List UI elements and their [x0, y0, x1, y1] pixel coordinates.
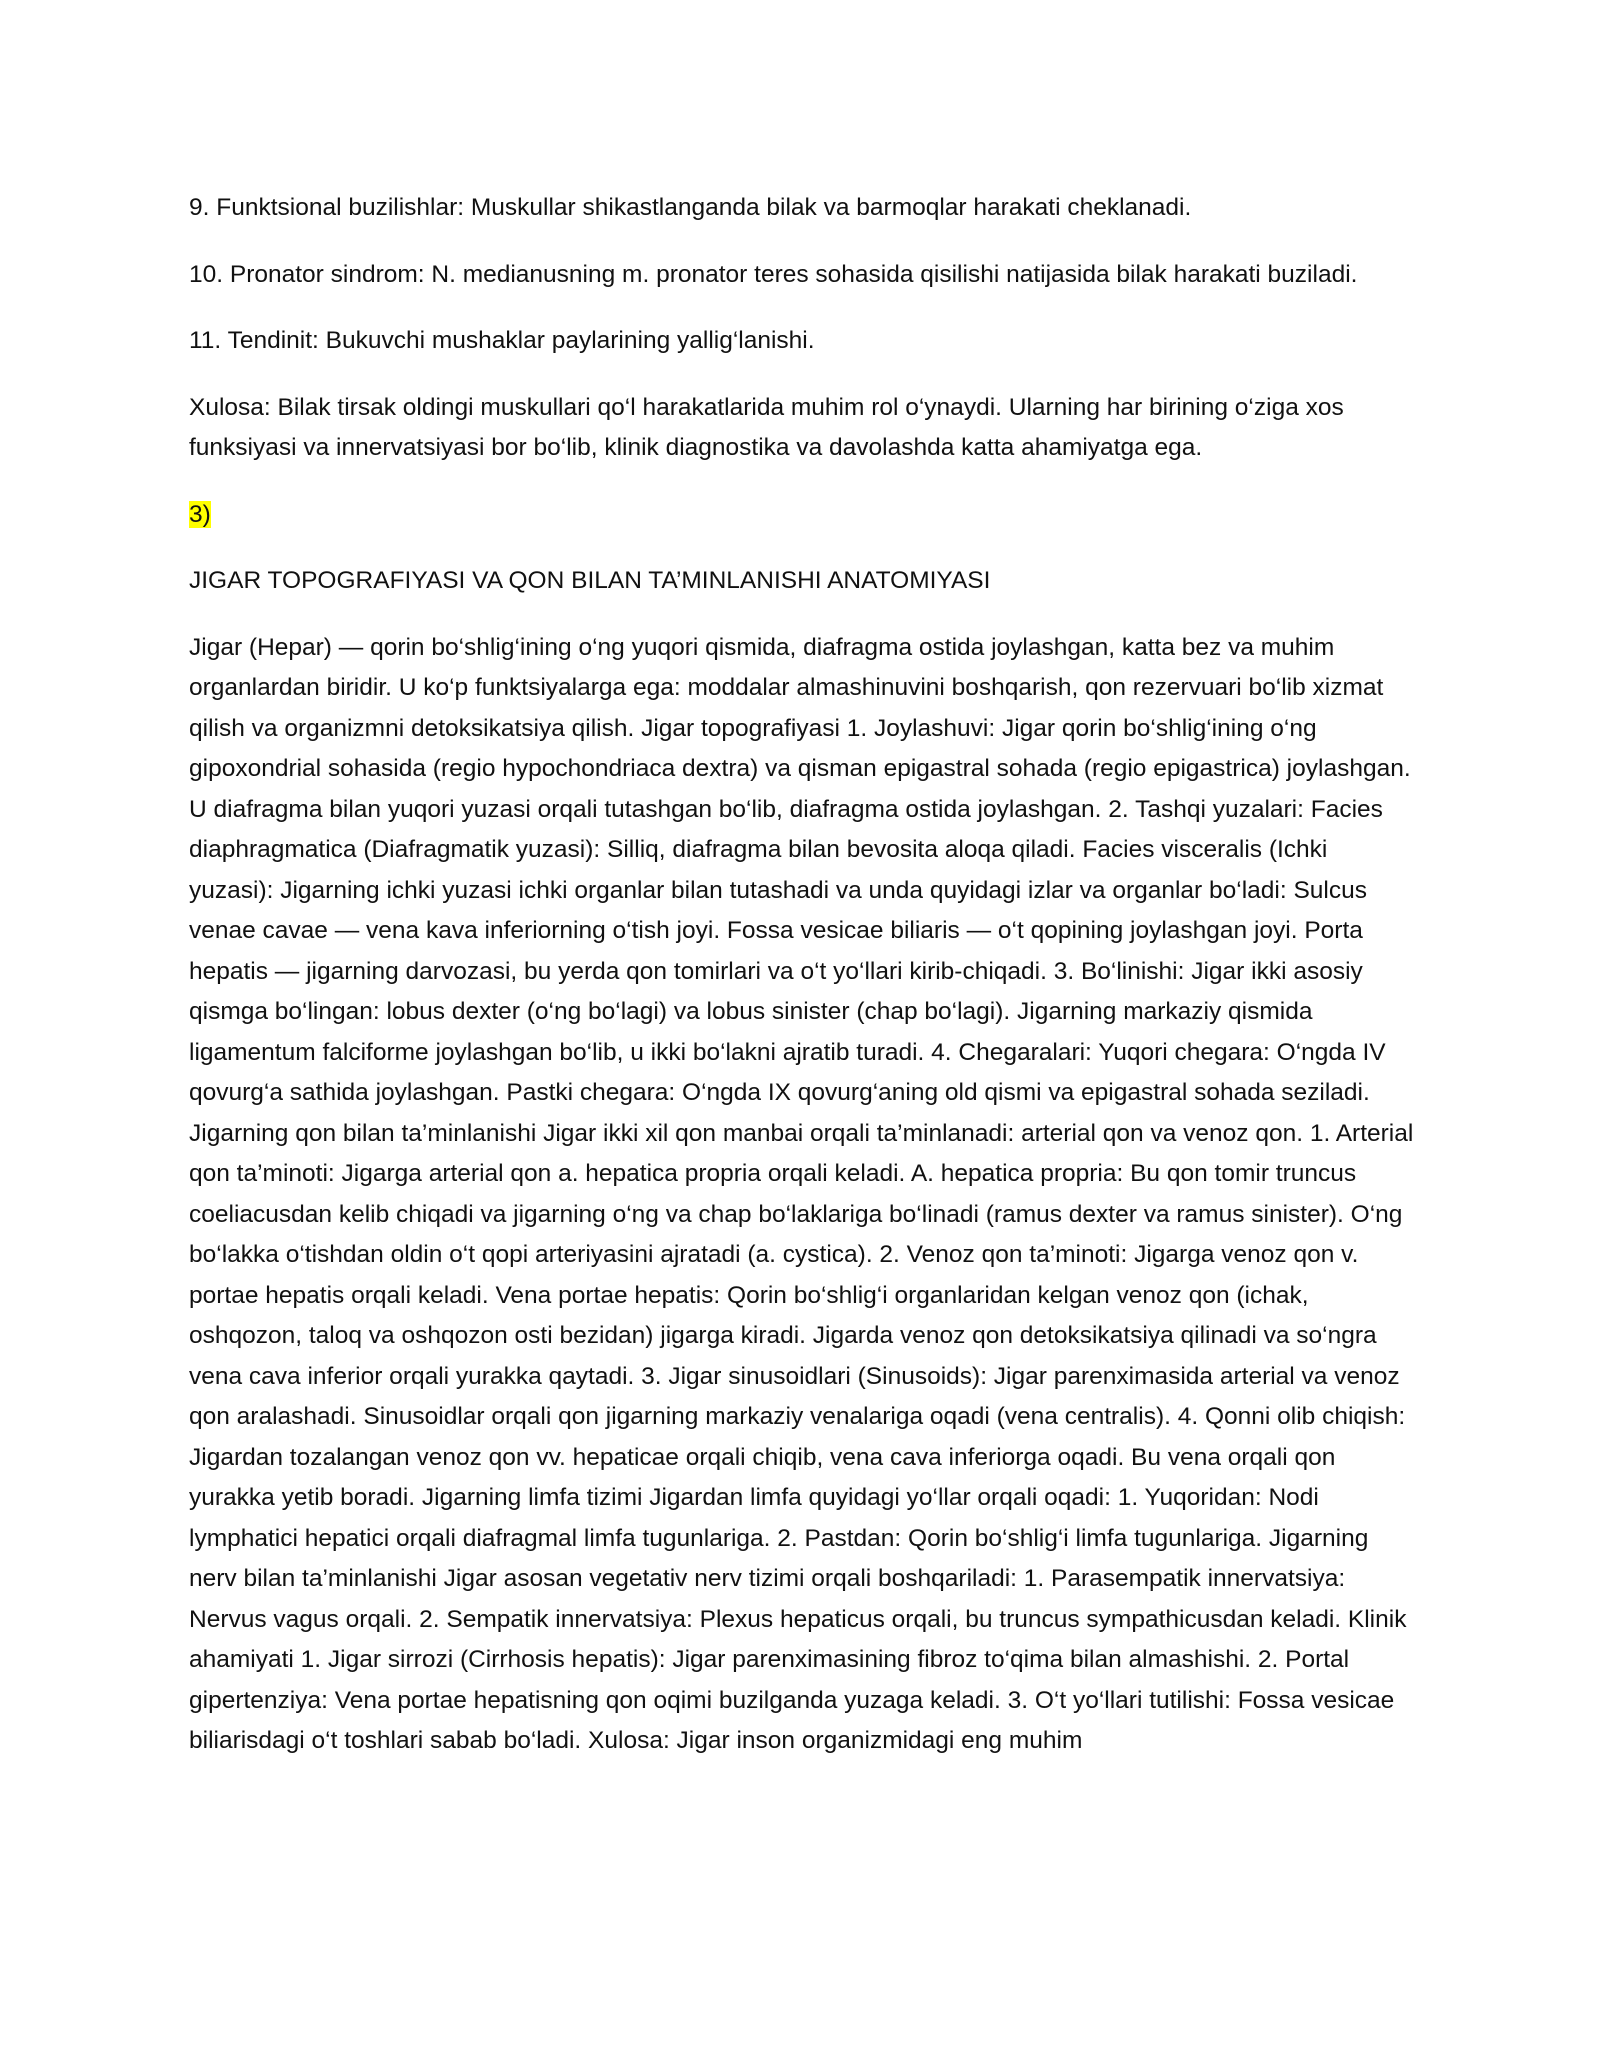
section-title: JIGAR TOPOGRAFIYASI VA QON BILAN TA’MINLANISHI ANATOMIYASI — [189, 567, 991, 594]
section-marker: 3) — [189, 500, 211, 528]
conclusion-paragraph: Xulosa: Bilak tirsak oldingi muskullari qo‘l harakatlarida muhim rol o‘ynaydi. Ularning har birining o‘ziga xos funksiyasi va innervatsiyasi bor bo‘lib, klinik diagnostika va davolashda katta ahamiyatga ega. — [189, 393, 1344, 461]
list-item-tendinitis: 11. Tendinit: Bukuvchi mushaklar paylarining yallig‘lanishi. — [189, 327, 815, 354]
list-item-functional-disorders: 9. Funktsional buzilishlar: Muskullar shikastlanganda bilak va barmoqlar harakati cheklanadi. — [189, 194, 1192, 221]
body-paragraph: Jigar (Hepar) — qorin bo‘shlig‘ining o‘ng yuqori qismida, diafragma ostida joylashgan, katta bez va muhim organlardan biridir. U ko‘p funktsiyalarga ega: moddalar almashinuvini boshqarish, qon rezervuari bo‘lib xizmat qilish va organizmni detoksikatsiya qilish. Jigar topografiyasi 1. Joylashuvi: Jigar qorin bo‘shlig‘ining o‘ng gipoxondrial sohasida (regio hypochondriaca dextra) va qisman epigastral sohada (regio epigastrica) joylashgan. U diafragma bilan yuqori yuzasi orqali tutashgan bo‘lib, diafragma ostida joylashgan. 2. Tashqi yuzalari: Facies diaphragmatica (Diafragmatik yuzasi): Silliq, diafragma bilan bevosita aloqa qiladi. Facies visceralis (Ichki yuzasi): Jigarning ichki yuzasi ichki organlar bilan tutashadi va unda quyidagi izlar va organlar bo‘ladi: Sulcus venae cavae — vena kava inferiorning o‘tish joyi. Fossa vesicae biliaris — o‘t qopining joylashgan joyi. Porta hepatis — jigarning darvozasi, bu yerda qon tomirlari va o‘t yo‘llari kirib-chiqadi. 3. Bo‘linishi: Jigar ikki asosiy qismga bo‘lingan: lobus dexter (o‘ng bo‘lagi) va lobus sinister (chap bo‘lagi). Jigarning markaziy qismida ligamentum falciforme joylashgan bo‘lib, u ikki bo‘lakni ajratib turadi. 4. Chegaralari: Yuqori chegara: O‘ngda IV qovurg‘a sathida joylashgan. Pastki chegara: O‘ngda IX qovurg‘aning old qismi va epigastral sohada seziladi. Jigarning qon bilan ta’minlanishi Jigar ikki xil qon manbai orqali ta’minlanadi: arterial qon va venoz qon. 1. Arterial qon ta’minoti: Jigarga arterial qon a. hepatica propria orqali keladi. A. hepatica propria: Bu qon tomir truncus coeliacusdan kelib chiqadi va jigarning o‘ng va chap bo‘laklariga bo‘linadi (ramus dexter va ramus sinister). O‘ng bo‘lakka o‘tishdan oldin o‘t qopi arteriyasini ajratadi (a. cystica). 2. Venoz qon ta’minoti: Jigarga venoz qon v. portae hepatis orqali keladi. Vena portae hepatis: Qorin bo‘shlig‘i organlaridan kelgan venoz qon (ichak, oshqozon, taloq va oshqozon osti bezidan) jigarga kiradi. Jigarda venoz qon detoksikatsiya qilinadi va so‘ngra vena cava inferior orqali yurakka qaytadi. 3. Jigar sinusoidlari (Sinusoids): Jigar parenximasida arterial va venoz qon aralashadi. Sinusoidlar orqali qon jigarning markaziy venalariga oqadi (vena centralis). 4. Qonni olib chiqish: Jigardan tozalangan venoz qon vv. hepaticae orqali chiqib, vena cava inferiorga oqadi. Bu vena orqali qon yurakka yetib boradi. Jigarning limfa tizimi Jigardan limfa quyidagi yo‘llar orqali oqadi: 1. Yuqoridan: Nodi lymphatici hepatici orqali diafragmal limfa tugunlariga. 2. Pastdan: Qorin bo‘shlig‘i limfa tugunlariga. Jigarning nerv bilan ta’minlanishi Jigar asosan vegetativ nerv tizimi orqali boshqariladi: 1. Parasempatik innervatsiya: Nervus vagus orqali. 2. Sempatik innervatsiya: Plexus hepaticus orqali, bu truncus sympathicusdan keladi. Klinik ahamiyati 1. Jigar sirrozi (Cirrhosis hepatis): Jigar parenximasining fibroz to‘qima bilan almashishi. 2. Portal gipertenziya: Vena portae hepatisning qon oqimi buzilganda yuzaga keladi. 3. O‘t yo‘llari tutilishi: Fossa vesicae biliarisdagi o‘t toshlari sabab bo‘ladi. Xulosa: Jigar inson organizmidagi eng muhim — [189, 633, 1414, 1754]
list-item-pronator-syndrome: 10. Pronator sindrom: N. medianusning m. pronator teres sohasida qisilishi natijasida bilak harakati buziladi. — [189, 260, 1358, 288]
document-content — [189, 188, 1414, 1788]
section-marker-paragraph — [189, 495, 1414, 536]
